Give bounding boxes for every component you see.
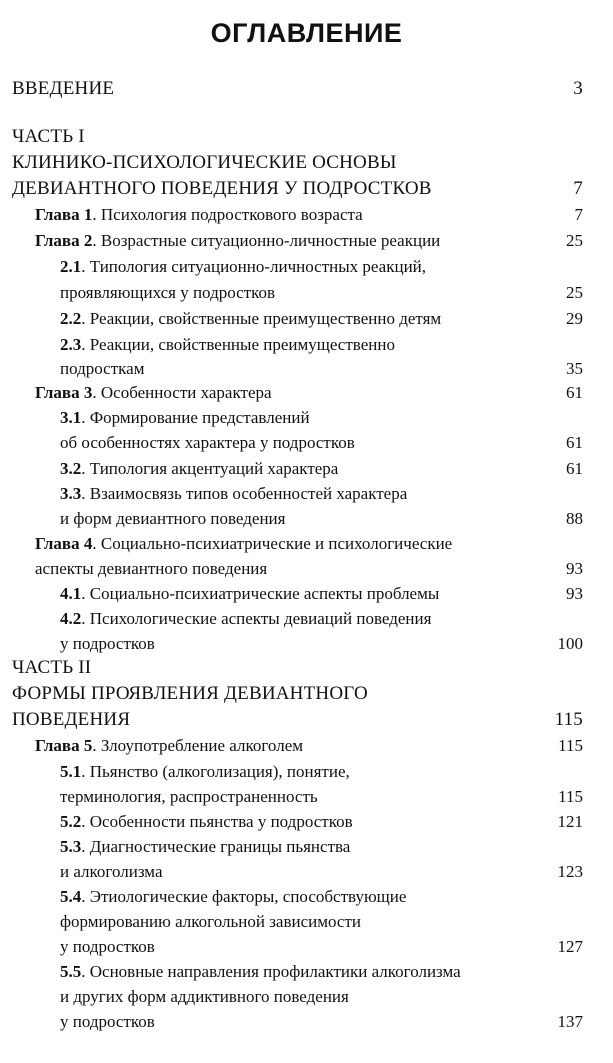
section-title: у подростков (60, 1012, 155, 1031)
part-title-text: ФОРМЫ ПРОЯВЛЕНИЯ ДЕВИАНТНОГО (12, 683, 368, 704)
toc-entry-part2[interactable] (0, 707, 613, 733)
page-title: ОГЛАВЛЕНИЕ (210, 18, 403, 48)
page-number: 3 (573, 78, 583, 99)
toc-entry-intro[interactable] (0, 76, 613, 102)
section-title: . Социально-психиатрические аспекты проблемы (81, 584, 440, 603)
toc-entry-continuation[interactable] (0, 506, 613, 532)
entry-title (60, 405, 310, 431)
section-label: 2.2 (60, 309, 82, 328)
toc-entry-continuation[interactable] (0, 556, 613, 582)
entry-title (60, 254, 426, 280)
page-number: 61 (566, 383, 583, 402)
page-number: 115 (554, 709, 583, 730)
page-number: 93 (566, 559, 583, 578)
page-number: 88 (566, 509, 583, 528)
part-title-text: ПОВЕДЕНИЯ (12, 709, 131, 730)
toc-entry-section-3-2[interactable] (0, 456, 613, 482)
page-number: 121 (557, 812, 583, 831)
page-number: 115 (558, 736, 583, 755)
toc-entry-continuation[interactable] (0, 430, 613, 456)
page-number: 61 (566, 459, 583, 478)
section-title: и форм девиантного поведения (60, 509, 286, 528)
section-label: 4.1 (60, 584, 82, 603)
toc-entry-continuation[interactable] (0, 631, 613, 657)
section-label: 5.3 (60, 837, 82, 856)
page-number: 61 (566, 433, 583, 452)
part-label-text: ЧАСТЬ II (12, 657, 92, 678)
section-label: 2.3 (60, 335, 82, 354)
section-label: 5.5 (60, 962, 82, 981)
section-title: подросткам (60, 359, 145, 378)
toc-entry-section-4-1[interactable] (0, 581, 613, 607)
toc-entry-section-2-1[interactable] (0, 254, 613, 280)
entry-title (60, 581, 439, 607)
toc-entry-part1[interactable] (0, 176, 613, 202)
section-title: об особенностях характера у подростков (60, 433, 355, 452)
entry-title (60, 959, 461, 985)
section-title: . Реакции, свойственные преимущественно детям (81, 309, 442, 328)
section-title: и других форм аддиктивного поведения (60, 987, 349, 1006)
page-number: 123 (557, 862, 583, 881)
section-label: 3.2 (60, 459, 82, 478)
section-title: . Формирование представлений (81, 408, 310, 427)
section-label: 4.2 (60, 609, 82, 628)
part-title-line (0, 150, 613, 176)
toc-entry-section-5-2[interactable] (0, 809, 613, 835)
chapter-label: Глава 4 (35, 534, 93, 553)
part-label (0, 655, 613, 681)
toc-entry-chapter-5[interactable] (0, 733, 613, 759)
toc-entry-continuation[interactable] (0, 984, 613, 1010)
section-label: 2.1 (60, 257, 82, 276)
chapter-title: . Злоупотребление алкоголем (92, 736, 303, 755)
entry-title (35, 531, 452, 557)
section-title: . Типология ситуационно-личностных реакций, (81, 257, 427, 276)
toc-entry-chapter-1[interactable] (0, 202, 613, 228)
section-label: 5.2 (60, 812, 82, 831)
page-number: 25 (566, 231, 583, 250)
toc-entry-section-5-3[interactable] (0, 834, 613, 860)
section-title: . Взаимосвязь типов особенностей характера (81, 484, 408, 503)
section-label: 5.4 (60, 887, 82, 906)
part-title-text: ДЕВИАНТНОГО ПОВЕДЕНИЯ У ПОДРОСТКОВ (12, 178, 432, 199)
entry-title (60, 332, 395, 358)
toc-entry-continuation[interactable] (0, 909, 613, 935)
toc-entry-section-4-2[interactable] (0, 606, 613, 632)
chapter-label: Глава 1 (35, 205, 93, 224)
toc-entry-continuation[interactable] (0, 934, 613, 960)
page-number: 137 (557, 1012, 583, 1031)
entry-title (35, 228, 440, 254)
part-label-text: ЧАСТЬ I (12, 126, 85, 147)
page-number: 7 (574, 205, 583, 224)
entry-title (35, 380, 272, 406)
section-title: . Пьянство (алкоголизация), понятие, (81, 762, 350, 781)
entry-title: ВВЕДЕНИЕ (12, 78, 115, 99)
section-label: 5.1 (60, 762, 82, 781)
page-number: 25 (566, 283, 583, 302)
entry-title (60, 606, 431, 632)
part-label (0, 124, 613, 150)
section-title: . Диагностические границы пьянства (81, 837, 351, 856)
entry-title (60, 306, 441, 332)
chapter-label: Глава 2 (35, 231, 93, 250)
page-number: 100 (557, 634, 583, 653)
page-number: 127 (557, 937, 583, 956)
toc-entry-section-2-3[interactable] (0, 332, 613, 358)
toc-entry-continuation[interactable] (0, 356, 613, 382)
toc-entry-continuation[interactable] (0, 1009, 613, 1035)
section-title: . Психологические аспекты девиаций поведения (81, 609, 432, 628)
toc-entry-chapter-3[interactable] (0, 380, 613, 406)
section-title: терминология, распространенность (60, 787, 318, 806)
chapter-title: . Особенности характера (92, 383, 272, 402)
entry-title (60, 481, 407, 507)
entry-title (60, 834, 350, 860)
entry-title (35, 733, 303, 759)
entry-title (60, 456, 338, 482)
section-title: . Реакции, свойственные преимущественно (81, 335, 395, 354)
entry-title (60, 884, 406, 910)
entry-title (35, 202, 363, 228)
toc-entry-continuation[interactable] (0, 859, 613, 885)
section-label: 3.1 (60, 408, 82, 427)
toc-entry-section-5-1[interactable] (0, 759, 613, 785)
toc-entry-section-3-3[interactable] (0, 481, 613, 507)
chapter-title: . Социально-психиатрические и психологические (92, 534, 453, 553)
section-title: . Особенности пьянства у подростков (81, 812, 353, 831)
chapter-label: Глава 3 (35, 383, 93, 402)
toc-entry-section-5-5[interactable] (0, 959, 613, 985)
chapter-label: Глава 5 (35, 736, 93, 755)
section-title: формированию алкогольной зависимости (60, 912, 361, 931)
section-title: . Этиологические факторы, способствующие (81, 887, 407, 906)
chapter-title: . Возрастные ситуационно-личностные реакции (92, 231, 441, 250)
page-number: 7 (573, 178, 583, 199)
section-title: у подростков (60, 634, 155, 653)
toc-entry-continuation[interactable] (0, 784, 613, 810)
toc-entry-chapter-2[interactable] (0, 228, 613, 254)
toc-entry-chapter-4[interactable] (0, 531, 613, 557)
page-number: 93 (566, 584, 583, 603)
section-title: и алкоголизма (60, 862, 163, 881)
entry-title (60, 759, 350, 785)
toc-entry-section-5-4[interactable] (0, 884, 613, 910)
page-number: 35 (566, 359, 583, 378)
part-title-text: КЛИНИКО-ПСИХОЛОГИЧЕСКИЕ ОСНОВЫ (12, 152, 397, 173)
section-title: . Типология акцентуаций характера (81, 459, 339, 478)
toc-entry-section-3-1[interactable] (0, 405, 613, 431)
part-title-line (0, 681, 613, 707)
toc-entry-section-2-2[interactable] (0, 306, 613, 332)
chapter-title: . Психология подросткового возраста (92, 205, 363, 224)
section-title: проявляющихся у подростков (60, 283, 276, 302)
entry-title (60, 809, 353, 835)
chapter-title: аспекты девиантного поведения (35, 559, 268, 578)
toc-entry-continuation[interactable] (0, 280, 613, 306)
section-title: у подростков (60, 937, 155, 956)
section-title: . Основные направления профилактики алкоголизма (81, 962, 461, 981)
section-label: 3.3 (60, 484, 82, 503)
page-number: 115 (558, 787, 583, 806)
page-number: 29 (566, 309, 583, 328)
